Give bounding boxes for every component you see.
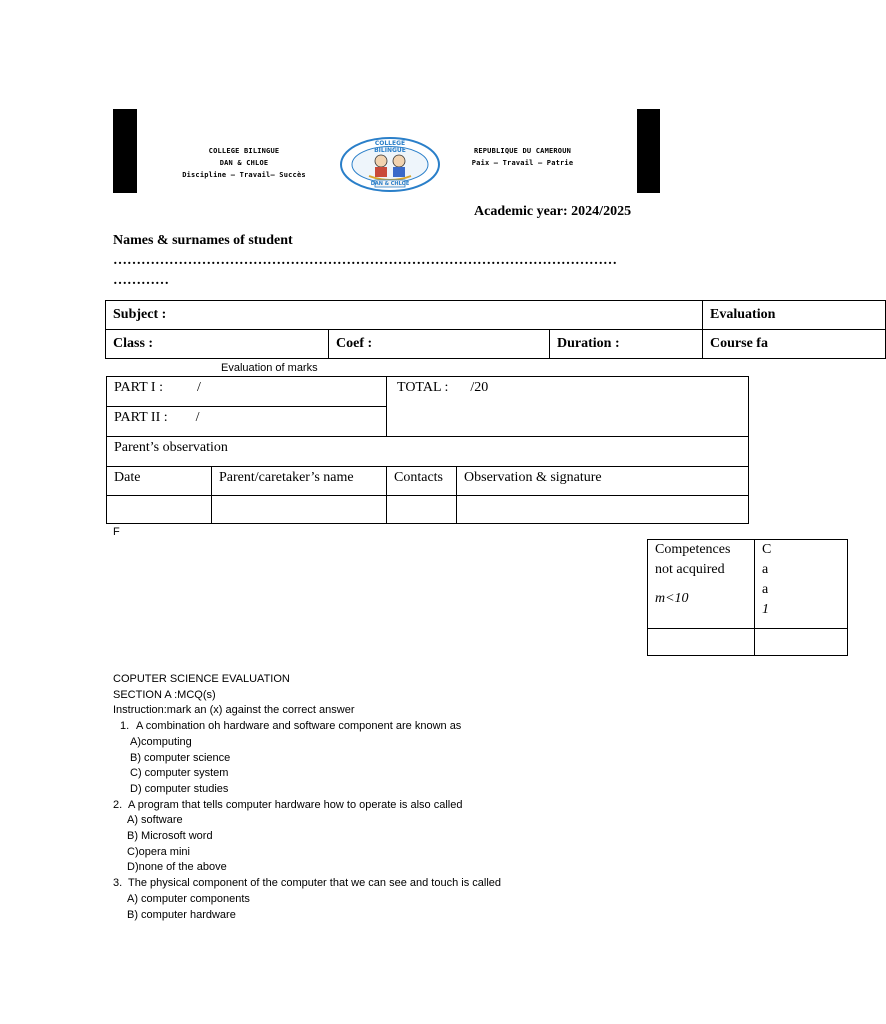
question-2 xyxy=(113,798,733,877)
left-black-bar xyxy=(113,109,137,193)
country-name: REPUBLIQUE DU CAMEROUN xyxy=(473,147,572,155)
competences-line1: Competences xyxy=(655,542,731,557)
info-table-wrap xyxy=(105,300,776,359)
question-text: A program that tells computer hardware how to operate is also called xyxy=(128,798,463,811)
school-subname: DAN & CHLOE xyxy=(219,159,269,167)
competences-next-header xyxy=(755,540,848,629)
competences-range: m<10 xyxy=(655,591,689,606)
date-input-cell[interactable] xyxy=(107,496,212,524)
part1-label: PART I : xyxy=(114,380,163,395)
option[interactable]: B) Microsoft word xyxy=(127,830,213,843)
total-value: /20 xyxy=(470,380,489,395)
competences-next-cell[interactable] xyxy=(755,629,848,656)
student-name-dots: ……………………………………………………………………………………………… xyxy=(113,253,617,268)
option[interactable]: A) software xyxy=(127,814,183,827)
right-black-bar xyxy=(637,109,660,193)
competences-table xyxy=(647,539,848,656)
competences-line2: not acquired xyxy=(655,562,725,577)
observation-input-cell[interactable] xyxy=(457,496,749,524)
question-number: 2. xyxy=(113,798,123,811)
country-header xyxy=(455,145,590,169)
logo-top-text: COLLEGE BILINGUE xyxy=(374,140,406,154)
parent-name-header: Parent/caretaker’s name xyxy=(212,467,387,496)
competences-next-1: C xyxy=(762,542,772,557)
option[interactable]: A)computing xyxy=(130,735,192,748)
logo-bottom-text: DAN & CHLOE xyxy=(370,181,410,187)
evaluation-of-marks-caption: Evaluation of marks xyxy=(221,362,318,374)
question-text: A combination oh hardware and software component are known as xyxy=(136,720,462,733)
subject-field[interactable]: Subject : xyxy=(106,301,703,330)
course-facilitator-field[interactable]: Course fa xyxy=(703,330,886,359)
date-header: Date xyxy=(107,467,212,496)
competences-not-acquired-header xyxy=(648,540,755,629)
duration-field[interactable]: Duration : xyxy=(550,330,703,359)
contacts-input-cell[interactable] xyxy=(387,496,457,524)
coef-field[interactable]: Coef : xyxy=(329,330,550,359)
option[interactable]: B) computer hardware xyxy=(127,908,236,921)
school-name: COLLEGE BILINGUE xyxy=(208,147,280,155)
observation-signature-header: Observation & signature xyxy=(457,467,749,496)
question-1 xyxy=(113,719,733,798)
stray-letter: F xyxy=(113,526,120,538)
school-header xyxy=(170,145,318,181)
total-label: TOTAL : xyxy=(397,380,449,395)
student-name-dots-2: ………… xyxy=(113,273,169,288)
competences-next-3: a xyxy=(762,582,769,597)
question-3 xyxy=(113,876,733,923)
option[interactable]: D) computer studies xyxy=(130,782,229,795)
option[interactable]: D)none of the above xyxy=(127,861,227,874)
competences-next-2: a xyxy=(762,562,769,577)
competences-wrap xyxy=(647,539,772,657)
option[interactable]: A) computer components xyxy=(127,892,250,905)
total-cell[interactable] xyxy=(387,377,749,437)
part2-cell[interactable] xyxy=(107,407,387,437)
competences-not-acquired-cell[interactable] xyxy=(648,629,755,656)
option[interactable]: C)opera mini xyxy=(127,845,190,858)
option[interactable]: C) computer system xyxy=(130,767,229,780)
contacts-header: Contacts xyxy=(387,467,457,496)
part1-cell[interactable] xyxy=(107,377,387,407)
class-field[interactable]: Class : xyxy=(106,330,329,359)
instruction: Instruction:mark an (x) against the correct answer xyxy=(113,704,355,717)
marks-table xyxy=(106,376,749,524)
school-logo xyxy=(339,136,441,193)
academic-year: Academic year: 2024/2025 xyxy=(474,204,632,219)
part2-slash: / xyxy=(195,410,200,425)
student-name-label: Names & surnames of student xyxy=(113,233,293,248)
part2-label: PART II : xyxy=(114,410,168,425)
option[interactable]: B) computer science xyxy=(130,751,231,764)
competences-next-4: 1 xyxy=(762,602,769,617)
exam-title: COPUTER SCIENCE EVALUATION xyxy=(113,673,290,685)
parent-name-input-cell[interactable] xyxy=(212,496,387,524)
exam-body xyxy=(113,672,733,923)
question-number: 1. xyxy=(120,720,130,733)
parents-observation-heading: Parent’s observation xyxy=(107,437,749,467)
evaluation-field[interactable]: Evaluation xyxy=(703,301,886,330)
info-table xyxy=(105,300,886,359)
part1-slash: / xyxy=(196,380,201,395)
section-heading: SECTION A :MCQ(s) xyxy=(113,688,216,701)
question-text: The physical component of the computer that we can see and touch is called xyxy=(128,877,501,890)
school-motto: Discipline – Travail– Succès xyxy=(182,171,306,179)
question-number: 3. xyxy=(113,877,123,890)
country-motto: Paix – Travail – Patrie xyxy=(471,159,574,167)
